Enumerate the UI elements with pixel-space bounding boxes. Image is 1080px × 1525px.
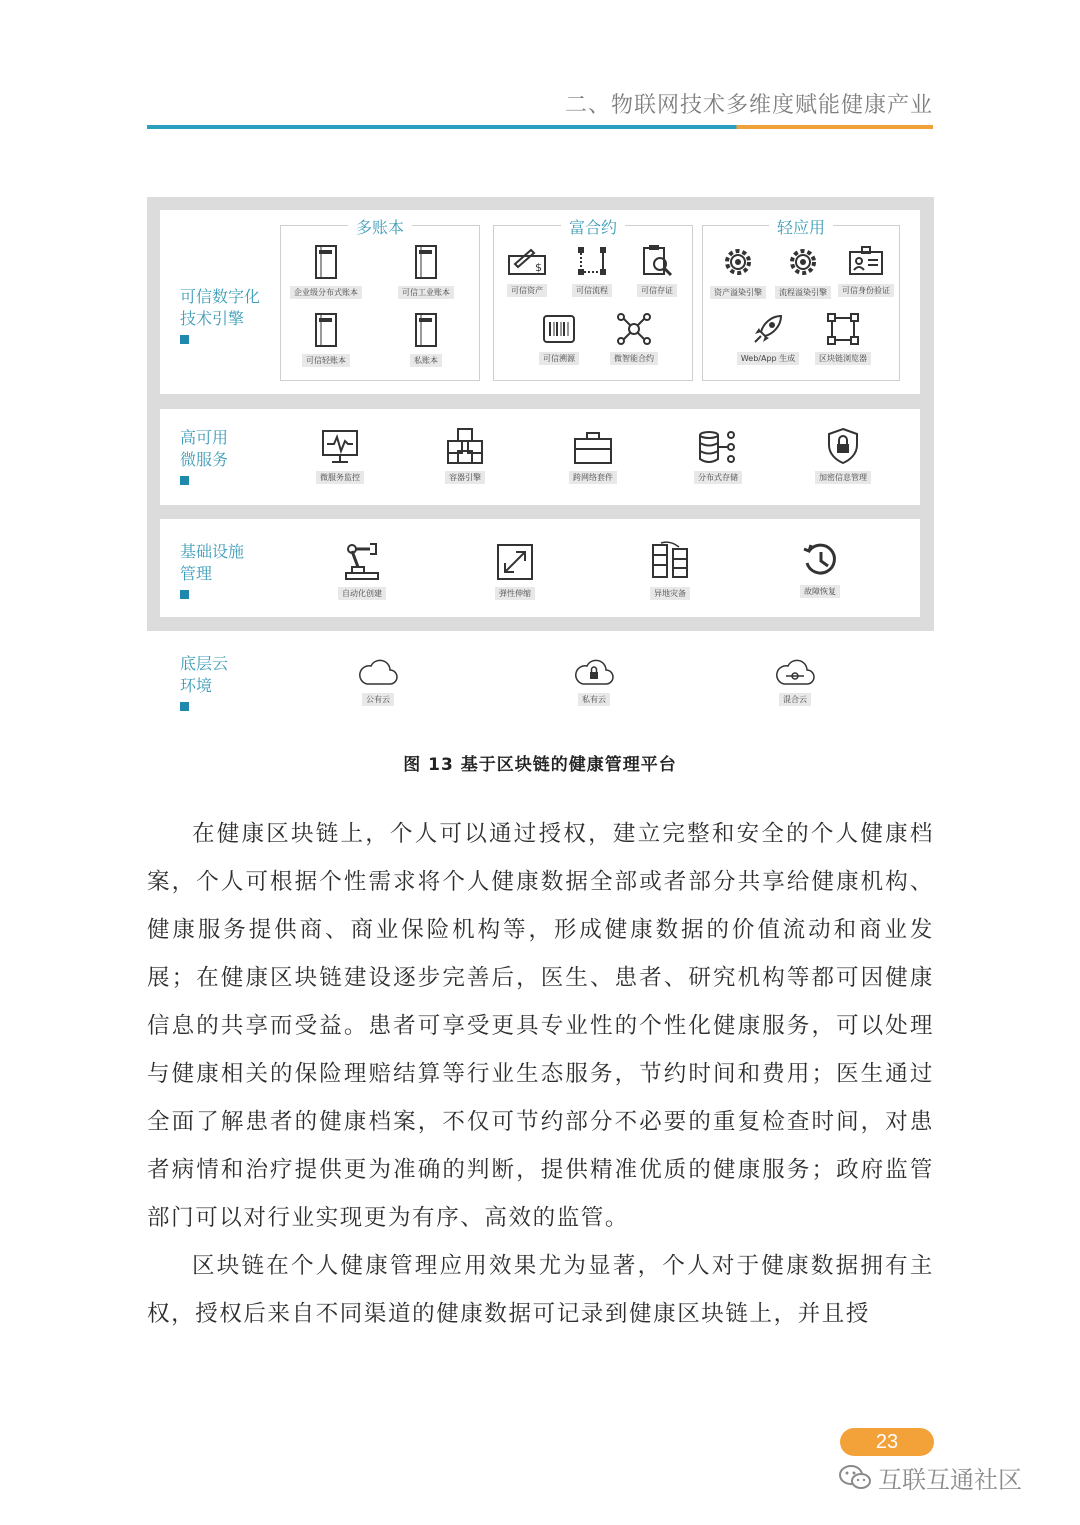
group-rich-contract [493, 218, 693, 381]
group-title: 富合约 [561, 218, 625, 237]
item-offsite-backup: 异地灾备 [615, 541, 725, 600]
clipboard-search-icon [640, 244, 674, 278]
item-trusted-trace: 可信溯源 [504, 312, 614, 365]
layer-label: 基础设施 管理 [180, 541, 244, 599]
item-auto-create: 自动化创建 [307, 541, 417, 600]
expand-icon [496, 543, 534, 581]
layer-label: 底层云 环境 [180, 653, 228, 711]
item-blockchain-browser: 区块链浏览器 [788, 312, 898, 365]
watermark [838, 1460, 1022, 1495]
shield-lock-icon [826, 427, 860, 465]
rocket-icon [751, 312, 785, 346]
item-webapp-generate: Web/App 生成 [713, 312, 823, 365]
figure-caption: 图 13 基于区块链的健康管理平台 [403, 755, 677, 775]
watermark-text: 互联互通社区 [878, 1466, 1022, 1494]
ledger-icon [414, 244, 438, 280]
item-trusted-asset: $ 可信资产 [472, 246, 582, 297]
item-distributed-storage: 分布式存储 [663, 429, 773, 484]
label-marker [180, 590, 189, 599]
network-nodes-icon [616, 312, 652, 346]
wechat-icon [838, 1464, 872, 1492]
group-multi-ledger [280, 218, 480, 381]
id-card-icon [848, 244, 884, 278]
cloud-link-icon [774, 657, 816, 687]
layer-infrastructure [160, 519, 920, 617]
item-asset-render-engine: 资产溢染引擎 [683, 244, 793, 299]
label-marker [180, 702, 189, 711]
cloud-lock-icon [573, 657, 615, 687]
item-enterprise-ledger: 企业级分布式账本 [271, 244, 381, 299]
layer-microservice [160, 409, 920, 505]
item-cross-network-suite: 跨网络套件 [538, 431, 648, 484]
barcode-icon [542, 312, 576, 346]
ledger-icon [314, 244, 338, 280]
cloud-icon [357, 657, 399, 687]
layer-label: 可信数字化 技术引擎 [180, 286, 260, 344]
cubes-icon [445, 427, 485, 465]
item-private-ledger: 私账本 [371, 312, 481, 367]
server-backup-icon [651, 541, 689, 581]
robot-arm-icon [342, 541, 382, 581]
item-trusted-evidence: 可信存证 [602, 244, 712, 297]
monitor-icon [321, 429, 359, 465]
item-fault-recovery: 故障恢复 [765, 541, 875, 598]
item-container-engine: 容器引擎 [410, 427, 520, 484]
body-text [147, 810, 934, 1338]
item-light-ledger: 可信轻账本 [271, 312, 381, 367]
item-private-cloud: 私有云 [539, 657, 649, 706]
paragraph: 区块链在个人健康管理应用效果尤为显著，个人对于健康数据拥有主权，授权后来自不同渠道的健康数据可记录到健康区块链上，并且授 [147, 1253, 934, 1327]
item-process-render-engine: 流程溢染引擎 [748, 244, 858, 299]
item-trusted-process: 可信流程 [537, 244, 647, 297]
item-micro-contract: 微智能合约 [579, 312, 689, 365]
page-number: 23 [840, 1428, 934, 1456]
group-title: 多账本 [348, 218, 412, 237]
item-identity-verify: 可信身份验证 [811, 244, 921, 297]
group-light-app [702, 218, 900, 381]
frame-icon [826, 312, 860, 346]
paragraph: 在健康区块链上，个人可以通过授权，建立完整和安全的个人健康档案，个人可根据个性需求将个人健康数据全部或者部分共享给健康机构、健康服务提供商、商业保险机构等，形成健康数据的价值流动和商业发展；在健康区块链建设逐步完善后，医生、患者、研究机构等都可因健康信息的共享而受益。患者可享受更具专业性的个性化健康服务，可以处理与健康相关的保险理赔结算等行业生态服务，节约时间和费用；医生通过全面了解患者的健康档案，不仅可节约部分不必要的重复检查时间，对患者病情和治疗提供更为准确的判断，提供精准优质的健康服务；政府监管部门可以对行业实现更为有序、高效的监管。 [147, 821, 934, 1231]
item-industrial-ledger: 可信工业账本 [371, 244, 481, 299]
svg-text:$: $ [535, 261, 542, 274]
label-marker [180, 476, 189, 485]
item-microservice-monitor: 微服务监控 [285, 429, 395, 484]
ledger-icon [314, 312, 338, 348]
item-public-cloud: 公有云 [323, 657, 433, 706]
label-marker [180, 335, 189, 344]
header-rule [147, 125, 933, 129]
toolbox-icon [573, 431, 613, 465]
item-hybrid-cloud: 混合云 [740, 657, 850, 706]
item-encrypted-info-manage: 加密信息管理 [788, 427, 898, 484]
group-title: 轻应用 [769, 218, 833, 237]
database-icon [698, 429, 738, 465]
ledger-icon [414, 312, 438, 348]
platform-diagram [147, 197, 934, 734]
layer-label: 高可用 微服务 [180, 427, 228, 485]
history-clock-icon [801, 541, 839, 579]
item-elastic-scaling: 弹性伸缩 [460, 543, 570, 600]
layer-cloud [147, 631, 934, 734]
running-header: 二、物联网技术多维度赋能健康产业 [564, 93, 933, 118]
layer-trusted-digital-engine [160, 210, 920, 394]
